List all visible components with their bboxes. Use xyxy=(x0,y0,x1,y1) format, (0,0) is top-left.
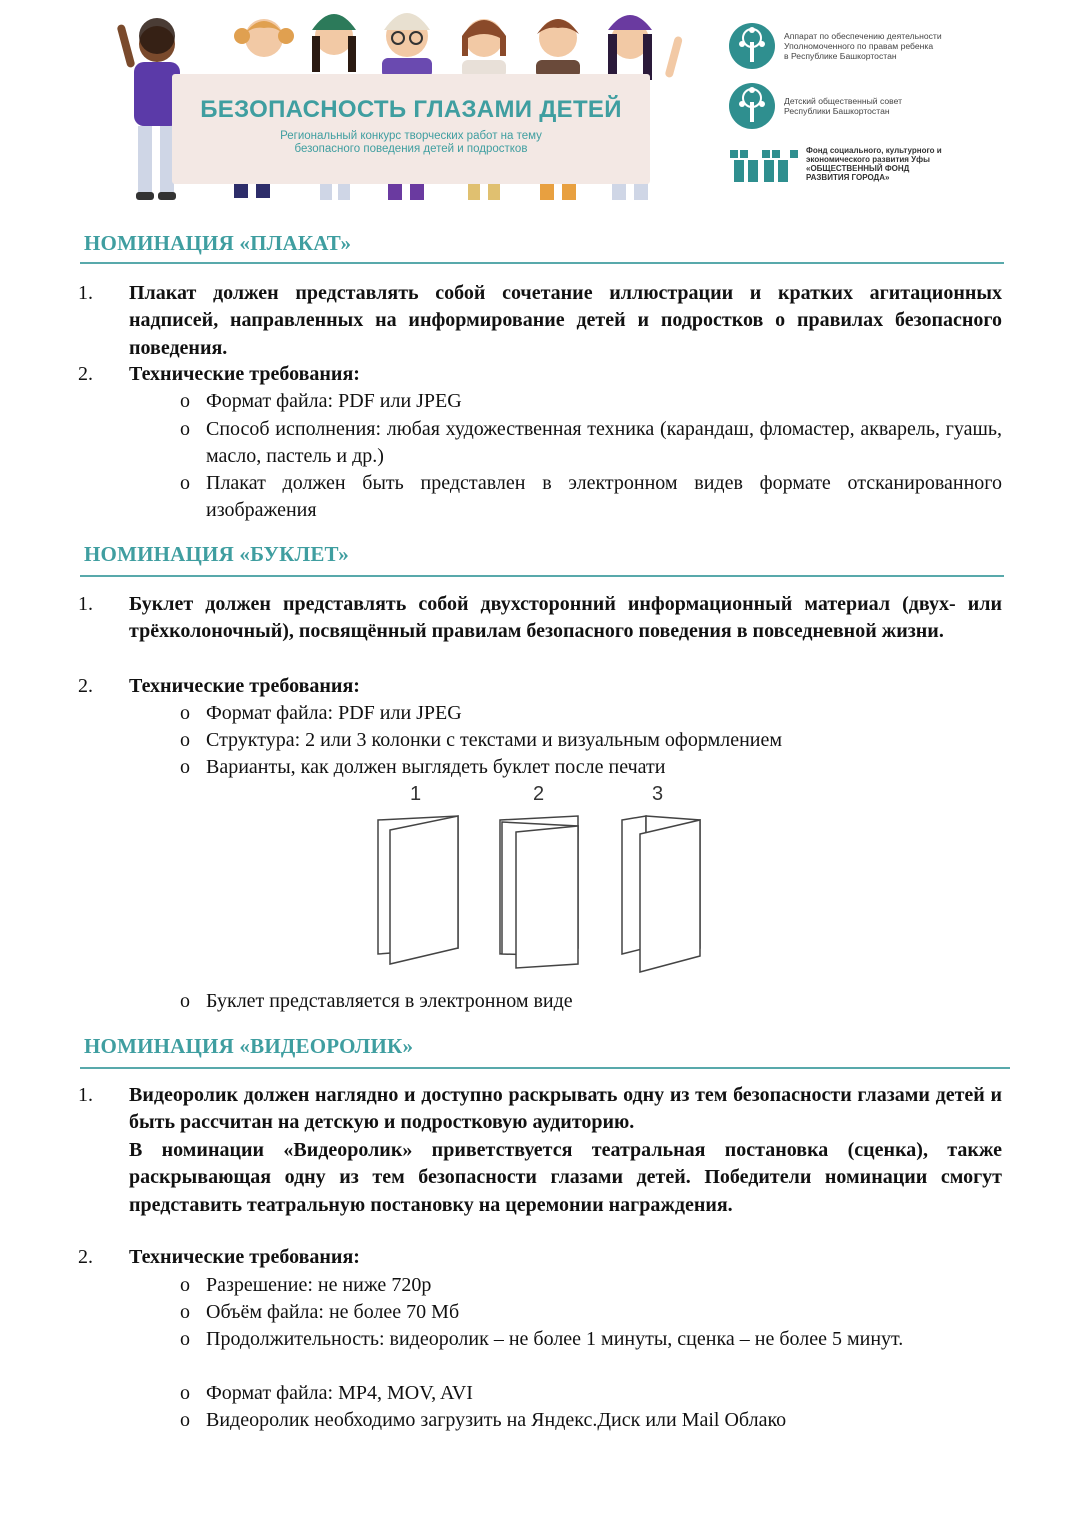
section-divider xyxy=(80,1067,1010,1069)
video-requirement-1: Видеоролик должен наглядно и доступно раскрывать одну из тем безопасности глазами детей и быть рассчитан на детскую и подростковую аудиторию. xyxy=(129,1084,1002,1134)
fold-label-1: 1 xyxy=(410,783,422,805)
org-ombudsman-text xyxy=(784,31,974,61)
bullet-marker: o xyxy=(180,418,190,440)
bullet-marker: o xyxy=(180,1409,190,1431)
bullet-marker: o xyxy=(180,1301,190,1323)
bullet-marker: o xyxy=(180,472,190,494)
fold-diagram-rollfold xyxy=(500,816,578,968)
fold-diagram-bifold xyxy=(378,816,458,964)
tree-logo-icon xyxy=(728,82,776,130)
org-city-fund xyxy=(728,144,996,184)
list-number: 2. xyxy=(78,675,93,697)
bullet-marker: o xyxy=(180,1382,190,1404)
list-number: 2. xyxy=(78,1246,93,1268)
bullet-marker: o xyxy=(180,702,190,724)
section-title-booklet: НОМИНАЦИЯ «БУКЛЕТ» xyxy=(84,542,349,566)
section-title-video: НОМИНАЦИЯ «ВИДЕОРОЛИК» xyxy=(84,1034,414,1058)
org-line: РАЗВИТИЯ ГОРОДА» xyxy=(806,173,890,182)
booklet-fold-diagrams xyxy=(370,808,710,978)
org-line: экономического развития Уфы xyxy=(806,155,930,164)
booklet-requirement-1: Буклет должен представлять собой двухсторонний информационный материал (двух- или трёхколоночный), посвящённый правилам безопасного поведения в повседневной жизни. xyxy=(129,593,1002,643)
header-illustration xyxy=(112,6,692,206)
video-bullet-2: Объём файла: не более 70 Мб xyxy=(206,1301,460,1323)
org-line: Детский общественный совет xyxy=(784,96,903,106)
video-bullet-3: Продолжительность: видеоролик – не более 1 минуты, сценка – не более 5 минут. xyxy=(206,1328,904,1350)
org-childrens-council-text xyxy=(784,96,974,116)
list-number: 1. xyxy=(78,1084,93,1106)
banner-subtitle xyxy=(242,130,580,156)
poster-bullet-2: Способ исполнения: любая художественная техника (карандаш, фломастер, акварель, гуашь, масло, пастель и др.) xyxy=(206,418,1002,467)
section-divider xyxy=(80,575,1004,577)
video-tech-heading: Технические требования: xyxy=(129,1246,360,1268)
booklet-bullet-2: Структура: 2 или 3 колонки с текстами и визуальным оформлением xyxy=(206,729,783,751)
banner-subtitle-line: Региональный конкурс творческих работ на тему xyxy=(280,130,542,142)
bullet-marker: o xyxy=(180,1274,190,1296)
video-bullet-1: Разрешение: не ниже 720р xyxy=(206,1274,432,1296)
org-line: «ОБЩЕСТВЕННЫЙ ФОНД xyxy=(806,164,910,173)
org-city-fund-text xyxy=(806,146,996,182)
org-line: Аппарат по обеспечению деятельности xyxy=(784,31,942,41)
org-childrens-council xyxy=(728,82,974,130)
video-bullet-5: Видеоролик необходимо загрузить на Яндекс.Диск или Mail Облако xyxy=(206,1409,787,1431)
booklet-bullet-1: Формат файла: PDF или JPEG xyxy=(206,702,462,724)
video-bullet-4: Формат файла: MP4, MOV, AVI xyxy=(206,1382,473,1404)
fund-logo-icon xyxy=(728,144,802,184)
poster-tech-heading: Технические требования: xyxy=(129,363,360,385)
fold-label-2: 2 xyxy=(533,783,545,805)
bullet-marker: o xyxy=(180,756,190,778)
banner-title: БЕЗОПАСНОСТЬ ГЛАЗАМИ ДЕТЕЙ xyxy=(200,96,622,123)
banner-subtitle-line: безопасного поведения детей и подростков xyxy=(294,143,528,155)
bullet-marker: o xyxy=(180,390,190,412)
tree-logo-icon xyxy=(728,22,776,70)
video-requirement-1-note: В номинации «Видеоролик» приветствуется театральная постановка (сценка), также раскрывающая одну из тем безопасности глазами детей. Победители номинации смогут представить театральную постановку на церемонии награждения. xyxy=(129,1139,1002,1216)
poster-bullet-3: Плакат должен быть представлен в электронном видев формате отсканированного изображения xyxy=(206,472,1002,521)
bullet-marker: o xyxy=(180,729,190,751)
org-line: Республики Башкортостан xyxy=(784,106,890,116)
section-title-poster: НОМИНАЦИЯ «ПЛАКАТ» xyxy=(84,231,352,255)
list-number: 2. xyxy=(78,363,93,385)
poster-bullet-1: Формат файла: PDF или JPEG xyxy=(206,390,462,412)
booklet-bullet-3: Варианты, как должен выглядеть буклет после печати xyxy=(206,756,666,778)
section-divider xyxy=(80,262,1004,264)
fold-diagram-trifold xyxy=(622,816,700,972)
banner xyxy=(172,74,650,184)
bullet-marker: o xyxy=(180,1328,190,1350)
bullet-marker: o xyxy=(180,990,190,1012)
org-line: Фонд социального, культурного и xyxy=(806,146,942,155)
booklet-tech-heading: Технические требования: xyxy=(129,675,360,697)
list-number: 1. xyxy=(78,593,93,615)
org-ombudsman xyxy=(728,22,974,70)
org-line: в Республике Башкортостан xyxy=(784,51,897,61)
booklet-bullet-4: Буклет представляется в электронном виде xyxy=(206,990,573,1012)
org-line: Уполномоченного по правам ребенка xyxy=(784,41,934,51)
list-number: 1. xyxy=(78,282,93,304)
fold-label-3: 3 xyxy=(652,783,664,805)
poster-requirement-1: Плакат должен представлять собой сочетание иллюстрации и кратких агитационных надписей, направленных на информирование детей и подростков о правилах безопасного поведения. xyxy=(129,282,1002,359)
